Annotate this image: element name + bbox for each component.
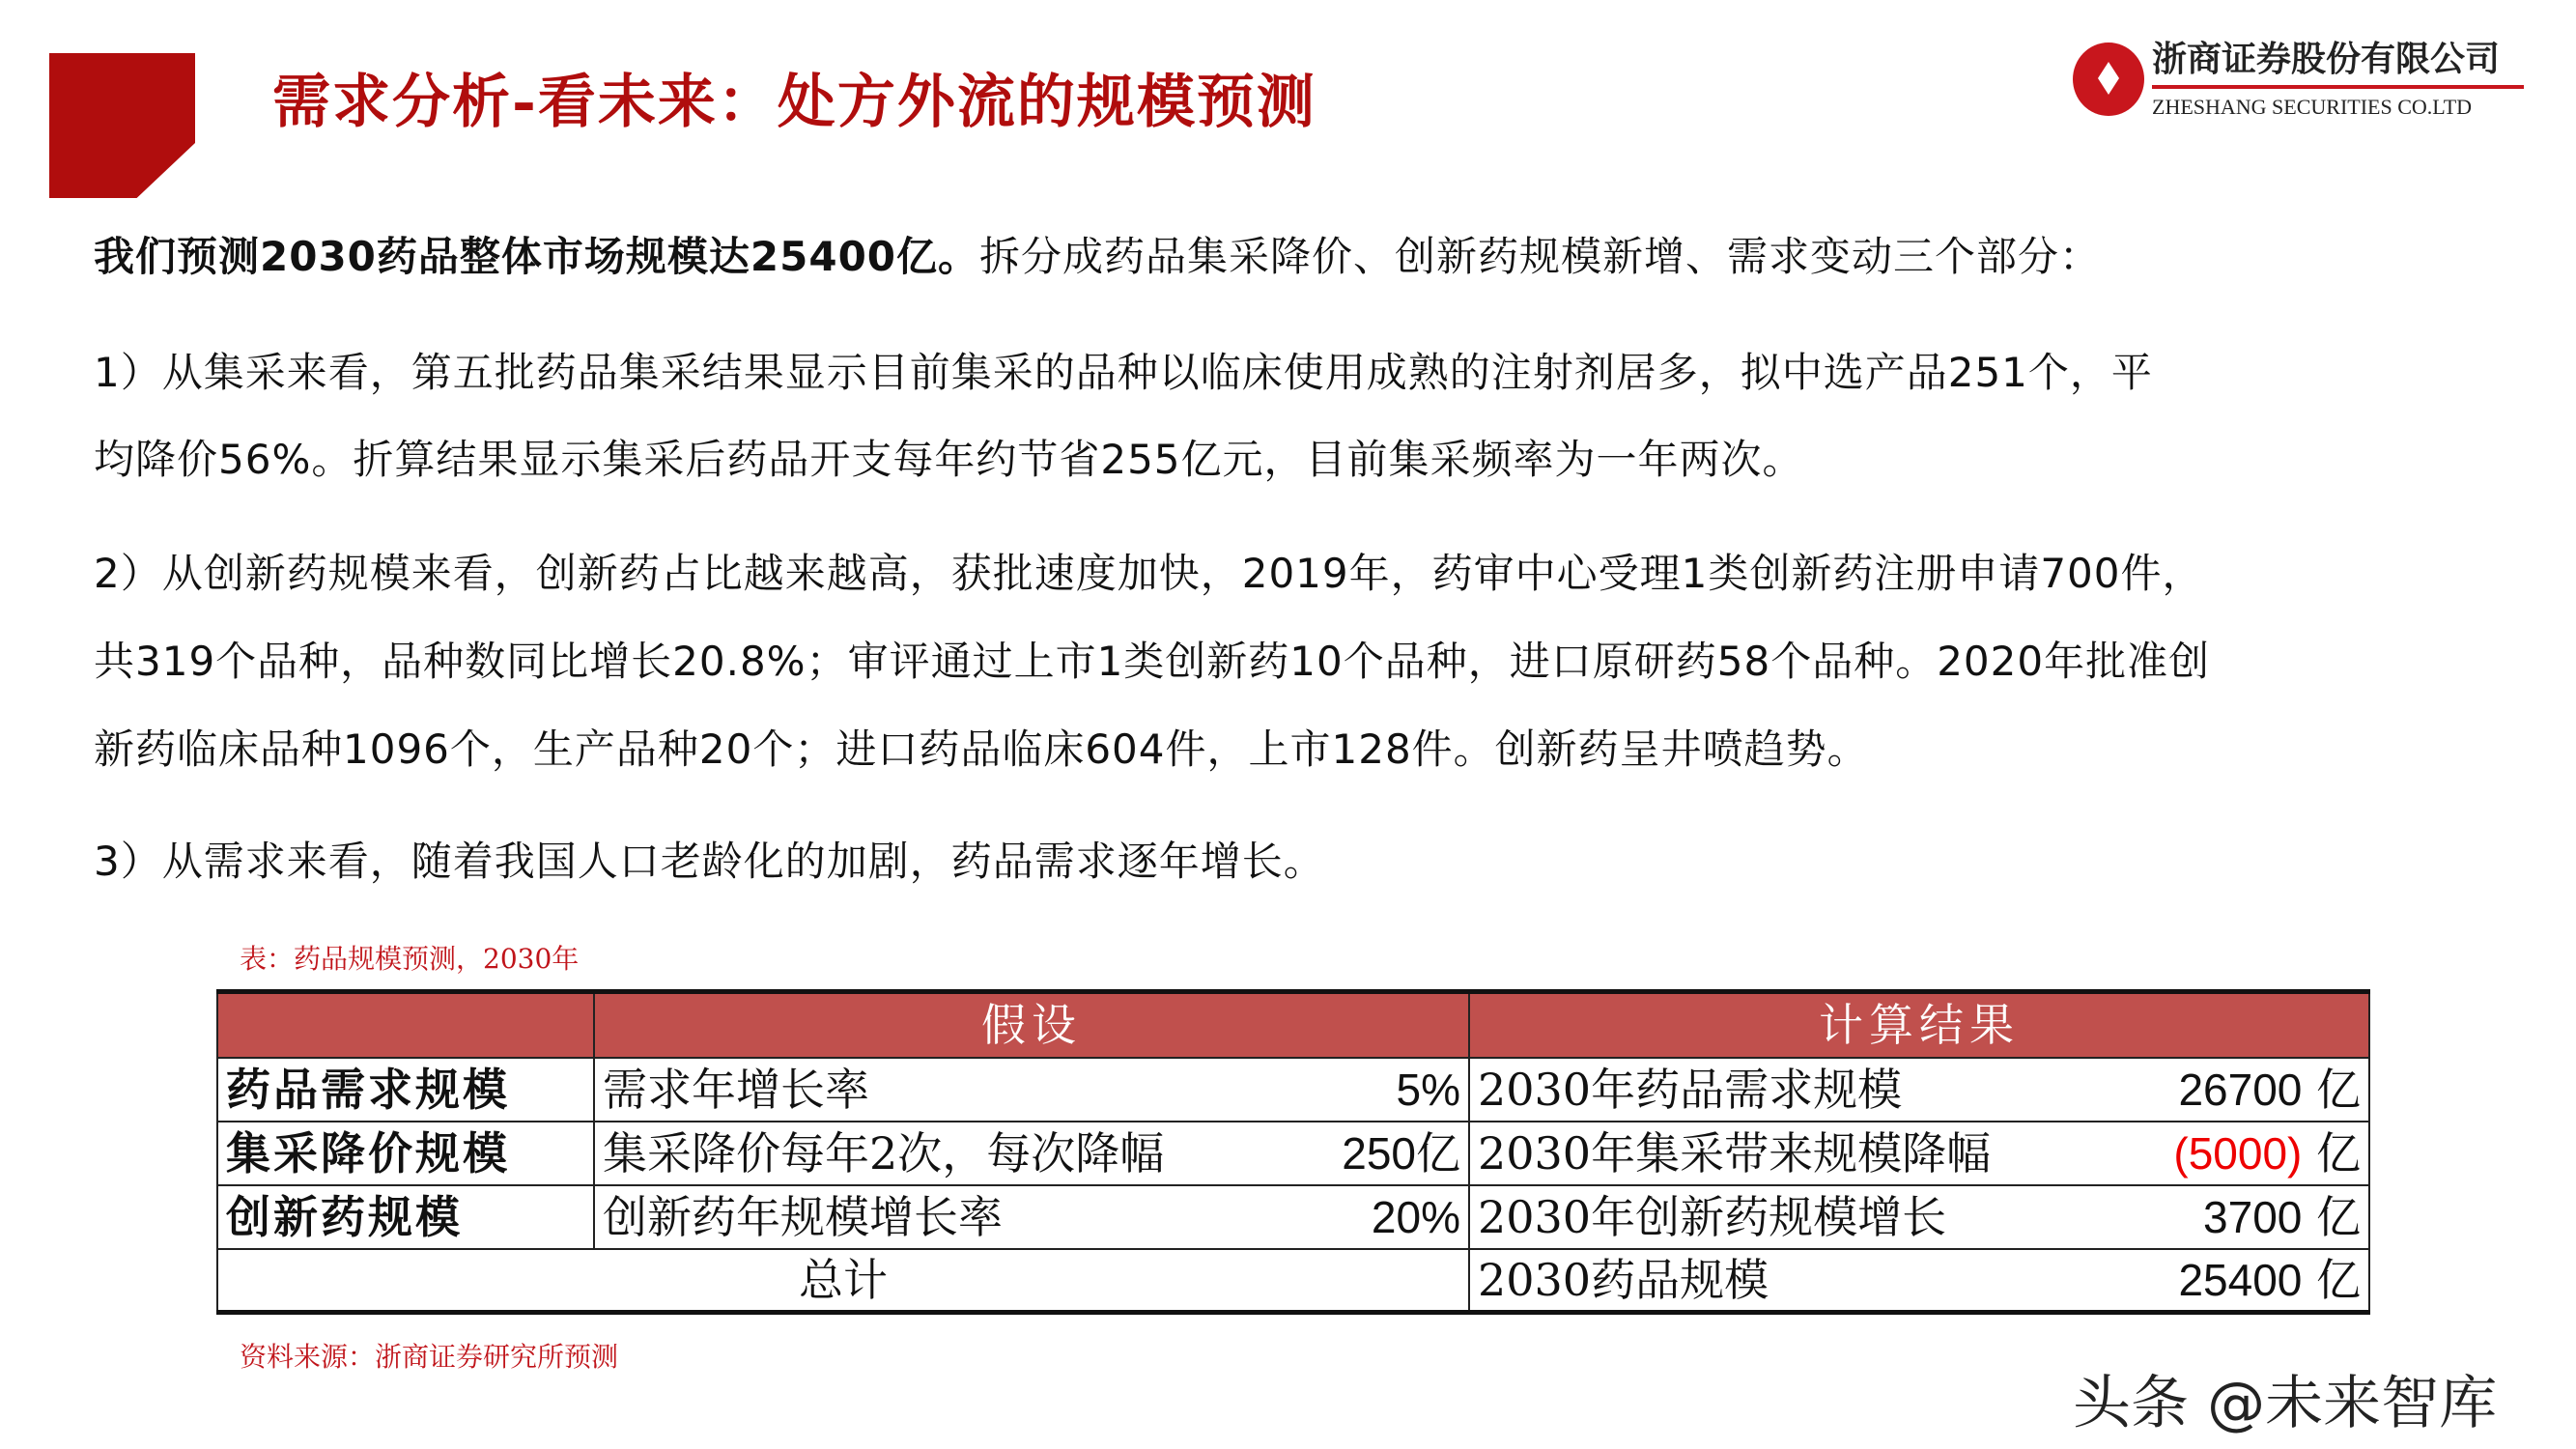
intro-rest: 拆分成药品集采降价、创新药规模新增、需求变动三个部分： xyxy=(979,233,2102,280)
table-row xyxy=(217,1185,2369,1249)
result-cell xyxy=(1469,1185,2369,1249)
table-header-row xyxy=(217,992,2369,1058)
paragraph-2-line-3: 新药临床品种1096个，生产品种20个；进口药品临床604件，上市128件。创新药呈井喷趋势。 xyxy=(94,725,1869,773)
assumption-cell xyxy=(594,1185,1469,1249)
logo-name-cn: 浙商证券股份有限公司 xyxy=(2152,39,2501,79)
header-result: 计算结果 xyxy=(1469,992,2369,1058)
assumption-cell xyxy=(594,1122,1469,1185)
page-title: 需求分析-看未来：处方外流的规模预测 xyxy=(272,69,1316,136)
paragraph-1-line-2: 均降价56%。折算结果显示集采后药品开支每年约节省255亿元，目前集采频率为一年两次。 xyxy=(94,436,1804,483)
result-unit: 亿 xyxy=(2316,1190,2361,1243)
result-label: 2030年药品需求规模 xyxy=(1478,1063,1903,1116)
row-name: 创新药规模 xyxy=(217,1185,594,1249)
row-name: 集采降价规模 xyxy=(217,1122,594,1185)
logo-icon xyxy=(2073,43,2144,116)
table-total-row xyxy=(217,1249,2369,1313)
result-label: 2030年集采带来规模降幅 xyxy=(1478,1126,1992,1179)
result-label: 2030药品规模 xyxy=(1478,1253,1769,1306)
paragraph-1-line-1: 1）从集采来看，第五批药品集采结果显示目前集采的品种以临床使用成熟的注射剂居多，拟中选产品251个，平 xyxy=(94,349,2153,396)
intro-bold: 我们预测2030药品整体市场规模达25400亿。 xyxy=(94,233,980,280)
paragraph-2-line-1: 2）从创新药规模来看，创新药占比越来越高，获批速度加快，2019年，药审中心受理1类创新药注册申请700件， xyxy=(94,550,2204,597)
assumption-value: 250亿 xyxy=(1342,1127,1460,1179)
logo-name-en: ZHESHANG SECURITIES CO.LTD xyxy=(2152,95,2473,119)
table-source: 资料来源：浙商证券研究所预测 xyxy=(240,1341,619,1373)
result-unit: 亿 xyxy=(2316,1126,2361,1179)
result-unit: 亿 xyxy=(2316,1063,2361,1116)
result-value: 3700 xyxy=(2203,1191,2303,1242)
result-cell xyxy=(1469,1122,2369,1185)
row-name: 药品需求规模 xyxy=(217,1058,594,1122)
assumption-label: 集采降价每年2次，每次降幅 xyxy=(603,1126,1165,1179)
result-label: 2030年创新药规模增长 xyxy=(1478,1190,1947,1243)
result-value: 26700 xyxy=(2178,1064,2303,1115)
result-value: (5000) xyxy=(2173,1127,2303,1179)
company-logo xyxy=(2073,39,2536,126)
table-row xyxy=(217,1058,2369,1122)
assumption-value: 20% xyxy=(1371,1191,1460,1242)
intro-paragraph xyxy=(94,232,2101,282)
assumption-value: 5% xyxy=(1396,1064,1460,1115)
assumption-label: 需求年增长率 xyxy=(603,1063,869,1116)
paragraph-2-line-2: 共319个品种，品种数同比增长20.8%；审评通过上市1类创新药10个品种，进口原研药58个品种。2020年批准创 xyxy=(94,638,2211,685)
total-label: 总计 xyxy=(217,1249,1469,1313)
result-unit: 亿 xyxy=(2316,1253,2361,1306)
forecast-table xyxy=(216,989,2370,1315)
logo-divider xyxy=(2152,85,2524,89)
assumption-label: 创新药年规模增长率 xyxy=(603,1190,1003,1243)
table-caption: 表：药品规模预测，2030年 xyxy=(240,943,580,975)
title-accent-block xyxy=(49,53,195,198)
assumption-cell xyxy=(594,1058,1469,1122)
result-cell xyxy=(1469,1058,2369,1122)
result-cell xyxy=(1469,1249,2369,1313)
header-empty xyxy=(217,992,594,1058)
result-value: 25400 xyxy=(2178,1254,2303,1305)
watermark: 头条 @未来智库 xyxy=(2073,1370,2498,1437)
table-row xyxy=(217,1122,2369,1185)
header-assumption: 假设 xyxy=(594,992,1469,1058)
paragraph-3: 3）从需求来看，随着我国人口老龄化的加剧，药品需求逐年增长。 xyxy=(94,838,1325,885)
